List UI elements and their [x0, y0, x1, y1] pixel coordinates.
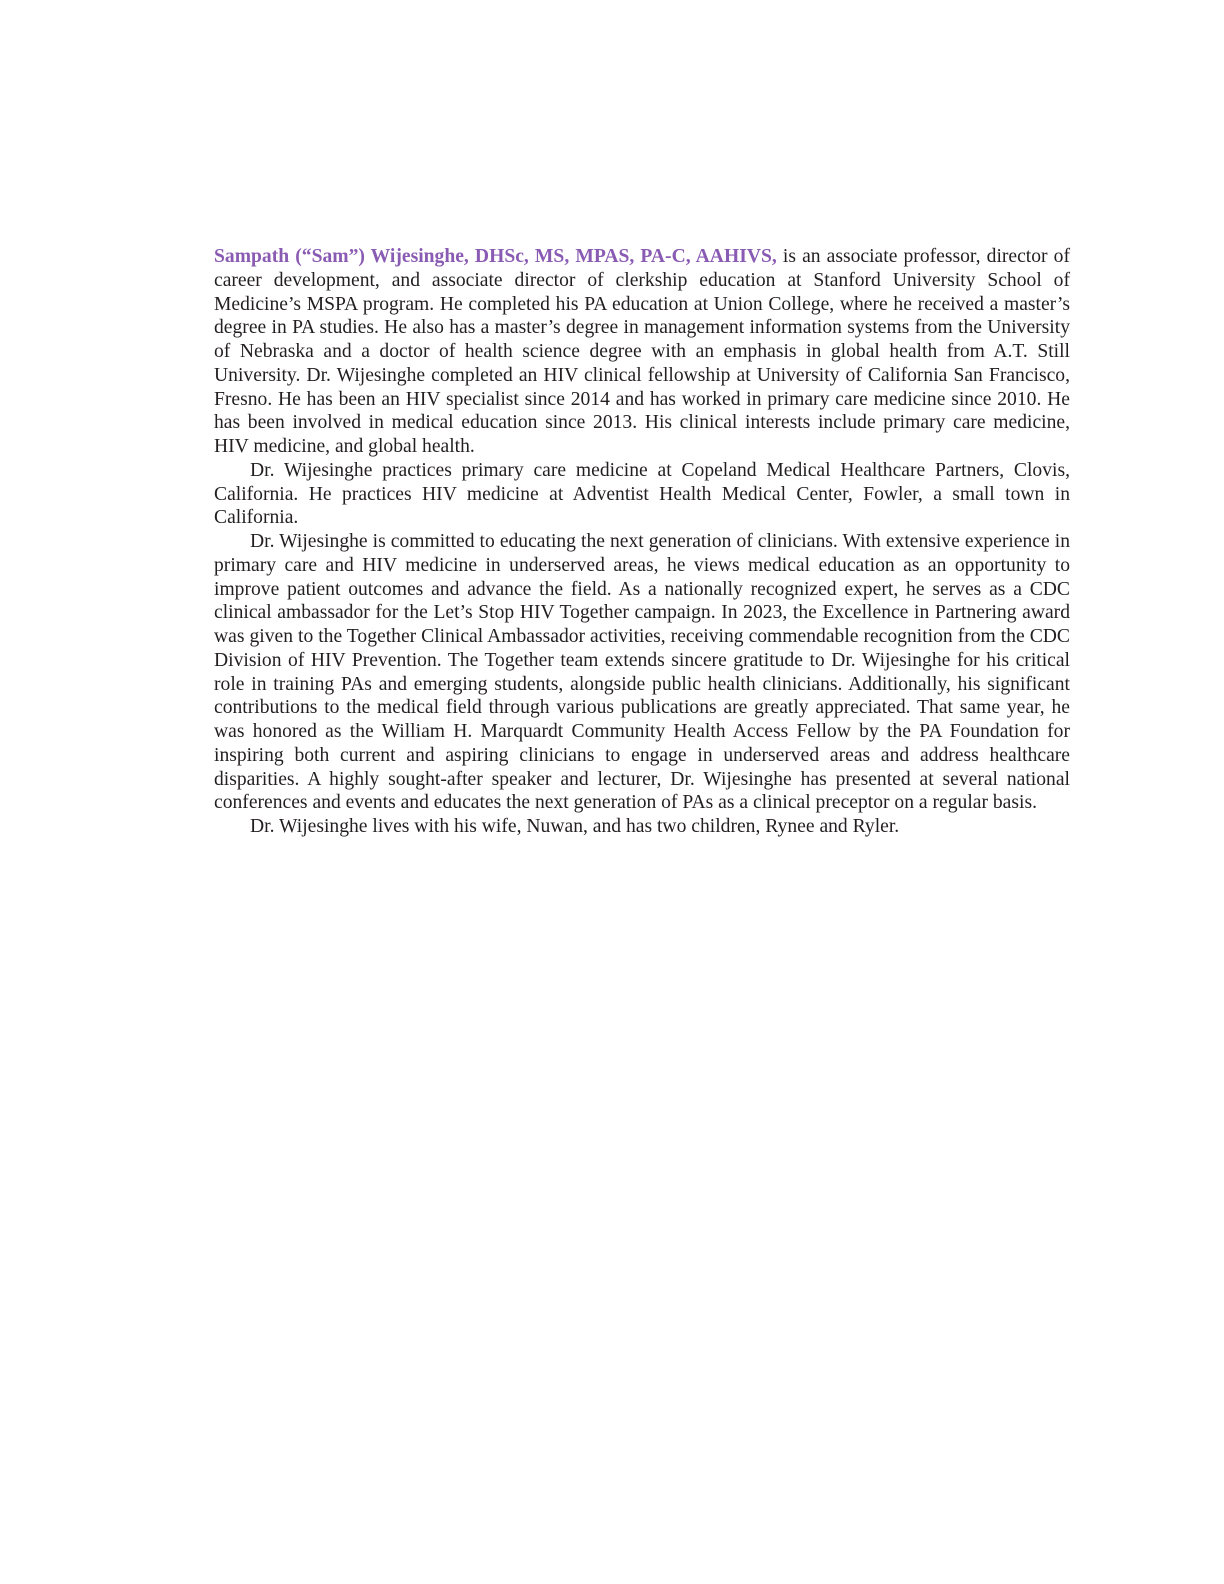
- author-name: Sampath (“Sam”) Wijesinghe, DHSc, MS, MPAS, PA-C, AAHIVS,: [214, 246, 777, 267]
- bio-paragraph-2: Dr. Wijesinghe practices primary care medicine at Copeland Medical Healthcare Partners, Clovis, California. He practices HIV medicine at Adventist Health Medical Center, Fowler, a small town in California.: [214, 459, 1070, 529]
- bio-paragraph-3: Dr. Wijesinghe is committed to educating the next generation of clinicians. With extensive experience in primary care and HIV medicine in underserved areas, he views medical education as an opportunity to improve patient outcomes and advance the field. As a nationally recognized expert, he serves as a CDC clinical ambassador for the Let’s Stop HIV Together campaign. In 2023, the Excellence in Partnering award was given to the Together Clinical Ambassador activities, receiving commendable recognition from the CDC Division of HIV Prevention. The Together team extends sincere gratitude to Dr. Wijesinghe for his critical role in training PAs and emerging students, alongside public health clinicians. Additionally, his significant contributions to the medical field through various publications are greatly appreciated. That same year, he was honored as the William H. Marquardt Community Health Access Fellow by the PA Foundation for inspiring both current and aspiring clinicians to engage in underserved areas and address healthcare disparities. A highly sought-after speaker and lecturer, Dr. Wijesinghe has presented at several national conferences and events and educates the next generation of PAs as a clinical preceptor on a regular basis.: [214, 531, 1070, 814]
- bio-paragraph-1-text: is an associate professor, director of career development, and associate director of clerkship education at Stanford University School of Medicine’s MSPA program. He completed his PA education at Union College, where he received a master’s degree in PA studies. He also has a master’s degree in management information systems from the University of Nebraska and a doctor of health science degree with an emphasis in global health from A.T. Still University. Dr. Wijesinghe completed an HIV clinical fellowship at University of California San Francisco, Fresno. He has been an HIV specialist since 2014 and has worked in primary care medicine since 2010. He has been involved in medical education since 2013. His clinical interests include primary care medicine, HIV medicine, and global health.: [214, 246, 1071, 457]
- bio-paragraph-1: [214, 245, 1070, 459]
- author-bio: [214, 245, 1070, 839]
- bio-paragraph-4: Dr. Wijesinghe lives with his wife, Nuwan, and has two children, Rynee and Ryler.: [250, 816, 900, 837]
